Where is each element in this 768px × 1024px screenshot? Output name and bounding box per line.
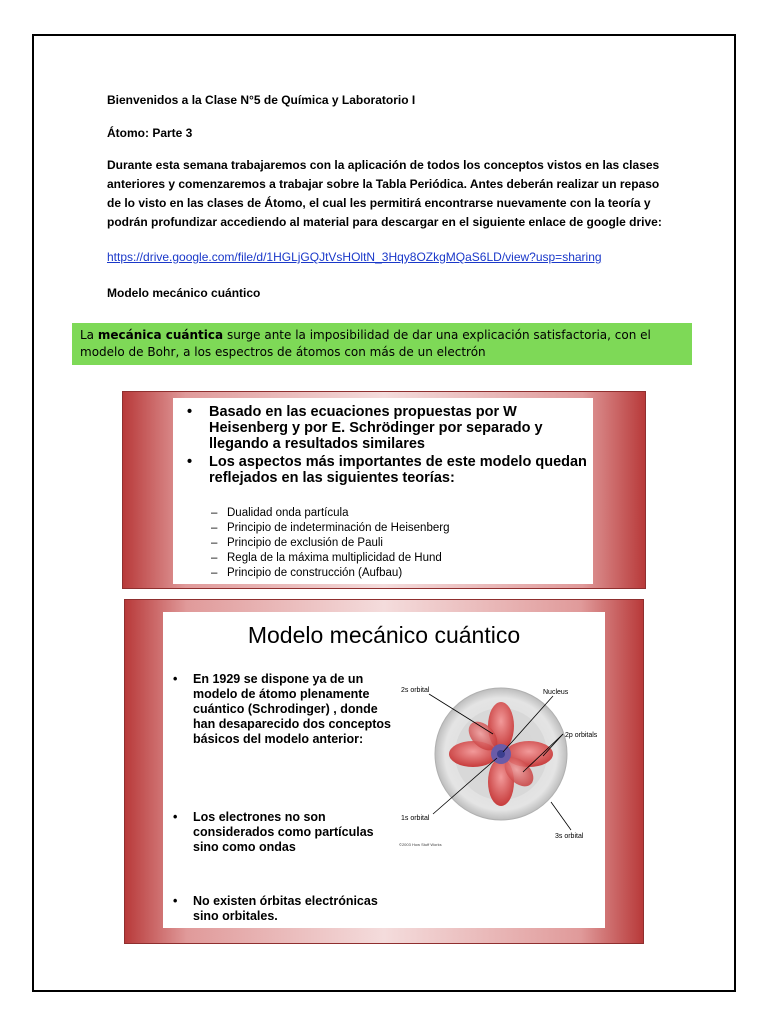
label-2s-orbital: 2s orbital: [401, 687, 430, 694]
dash-icon: –: [211, 567, 218, 579]
model-title: Modelo mecánico cuántico: [107, 286, 261, 300]
slide2-bullet-2: • Los electrones no son considerados como partículas sino como ondas: [173, 810, 374, 854]
sub-item: – Principio de exclusión de Pauli: [211, 537, 383, 549]
part-title: Átomo: Parte 3: [107, 126, 193, 140]
highlight-rest: surge ante la imposibilidad de dar una explicación satisfactoria, con el modelo de Bohr, a los espectros de átomos con más de un electrón: [80, 328, 651, 359]
slide1-bullet-list: [181, 404, 591, 488]
bullet-icon: •: [173, 894, 178, 908]
sub-item: – Principio de indeterminación de Heisenberg: [211, 522, 450, 534]
bullet-icon: •: [173, 810, 178, 824]
diagram-copyright: ©2003 How Stuff Works: [399, 842, 442, 847]
label-nucleus: Nucleus: [543, 689, 569, 696]
slide-quantum-model: [124, 599, 644, 944]
slide1-bullet-1: • Basado en las ecuaciones propuestas por W Heisenberg y por E. Schrödinger por separado y llegando a resultados similares: [187, 404, 543, 452]
sub-item: – Dualidad onda partícula: [211, 507, 349, 519]
slide-schrodinger-basis: [122, 391, 646, 589]
slide1-sub-list: [211, 506, 449, 581]
highlight-bold: mecánica cuántica: [97, 328, 224, 342]
google-drive-link[interactable]: https://drive.google.com/file/d/1HGLjGQJtVsHOltN_3Hqy8OZkgMQaS6LD/view?usp=sharing: [107, 250, 602, 264]
sub-item: – Regla de la máxima multiplicidad de Hund: [211, 552, 442, 564]
bullet-icon: •: [173, 672, 178, 686]
slide2-content: [163, 612, 605, 928]
slide2-title: Modelo mecánico cuántico: [247, 622, 521, 648]
dash-icon: –: [211, 522, 218, 534]
highlight-prefix: La: [80, 328, 98, 342]
dash-icon: –: [211, 507, 218, 519]
label-3s-orbital: 3s orbital: [555, 833, 584, 840]
bullet-icon: •: [187, 404, 193, 420]
orbital-diagram: [393, 674, 605, 864]
slide2-bullet-1: • En 1929 se dispone ya de un modelo de átomo plenamente cuántico (Schrodinger) , donde han desaparecido dos conceptos básicos del modelo anterior:: [173, 672, 391, 746]
slide1-bullet-2: • Los aspectos más importantes de este modelo quedan reflejados en las siguientes teorías:: [187, 454, 587, 486]
slide1-content: [173, 398, 593, 584]
label-1s-orbital: 1s orbital: [401, 815, 430, 822]
dash-icon: –: [211, 552, 218, 564]
highlight-box: [72, 323, 692, 365]
dash-icon: –: [211, 537, 218, 549]
label-2p-orbitals: 2p orbitals: [565, 732, 598, 739]
intro-paragraph: Durante esta semana trabajaremos con la aplicación de todos los conceptos vistos en las clases anteriores y comenzaremos a trabajar sobre la Tabla Periódica. Antes deberán realizar un repaso de lo visto en las clases de Átomo, el cual les permitirá encontrarse nuevamente con la teoría y podrán profundizar accediendo al material para descargar en el siguiente enlace de google drive:: [107, 158, 662, 229]
slide2-bullet-3: • No existen órbitas electrónicas sino orbitales.: [173, 894, 378, 923]
intro-title: Bienvenidos a la Clase N°5 de Química y Laboratorio I: [107, 93, 416, 107]
sub-item: – Principio de construcción (Aufbau): [211, 567, 403, 579]
bullet-icon: •: [187, 454, 193, 470]
